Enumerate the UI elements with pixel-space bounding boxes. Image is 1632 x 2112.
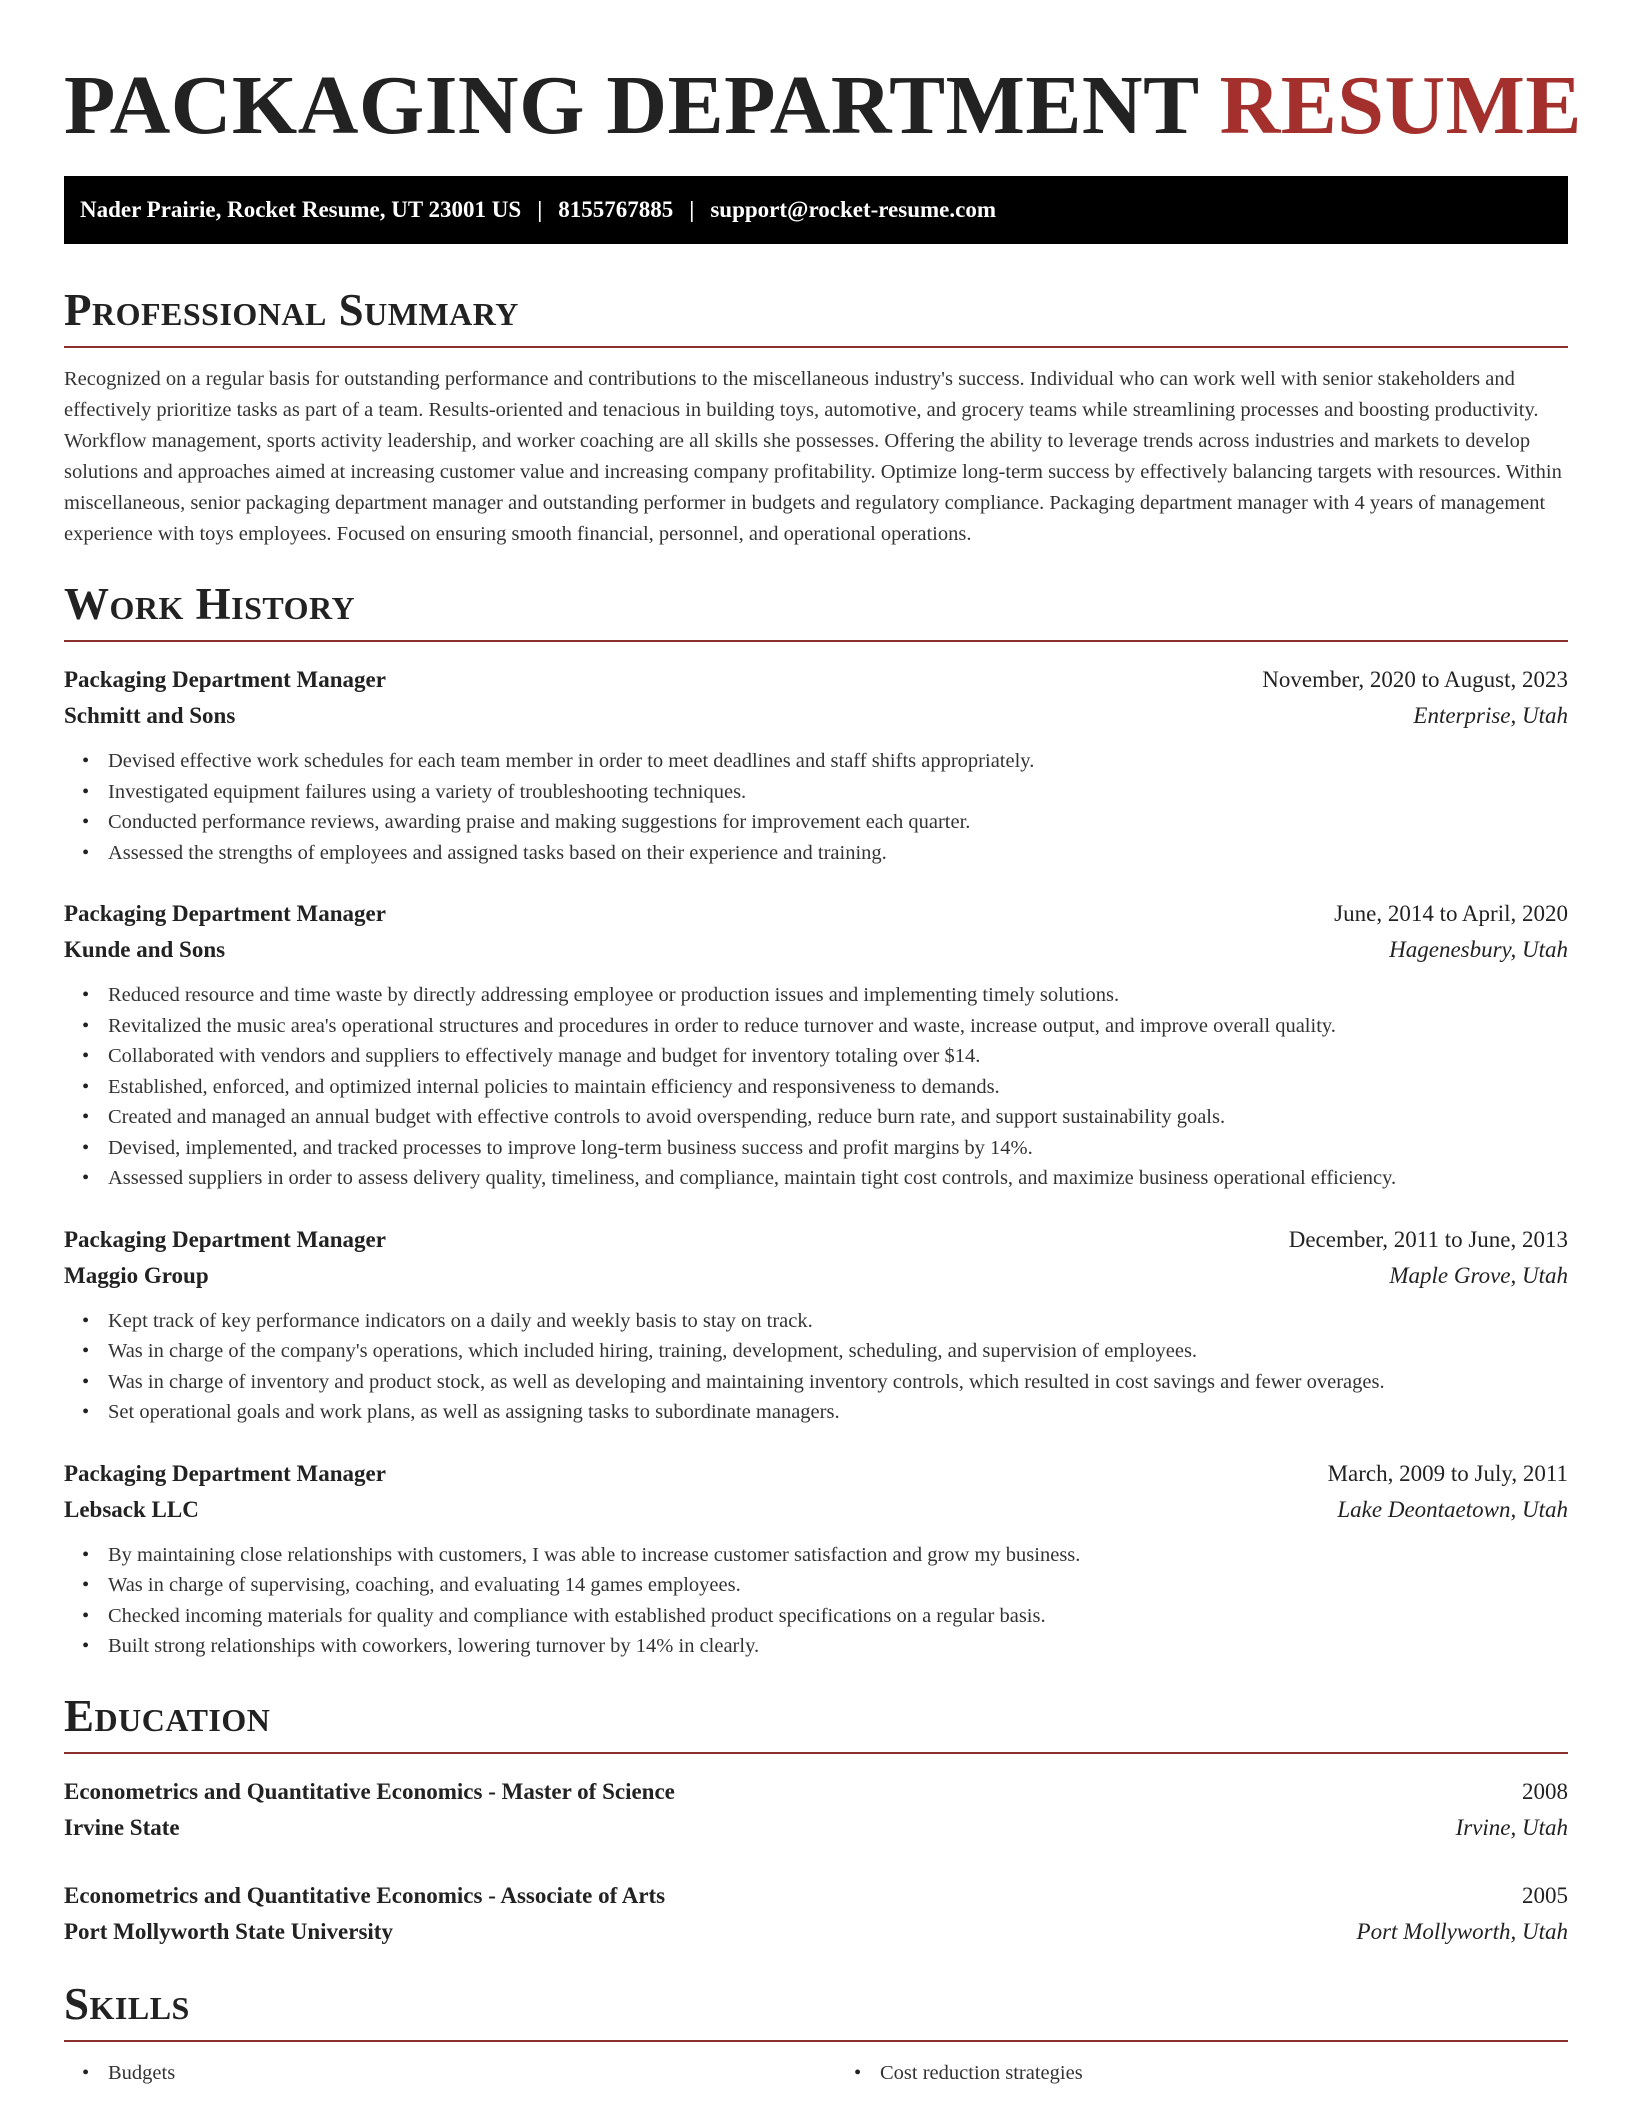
- contact-bar: [64, 176, 1568, 244]
- job-company: Schmitt and Sons: [64, 703, 236, 728]
- job-bullets: [64, 1540, 1568, 1662]
- graduation-year: 2005: [1522, 1882, 1568, 1908]
- job-dates: March, 2009 to July, 2011: [1327, 1460, 1568, 1486]
- degree: Econometrics and Quantitative Economics - Master of Science: [64, 1778, 675, 1804]
- list-item: • Reduced resource and time waste by directly addressing employee or production issues and implementing timely solutions.: [108, 980, 1568, 1011]
- list-item: • Established, enforced, and optimized internal policies to maintain efficiency and responsiveness to demands.: [108, 1072, 1568, 1103]
- list-item: • Was in charge of supervising, coaching, and evaluating 14 games employees.: [108, 1570, 1568, 1601]
- contact-separator: |: [537, 197, 543, 222]
- job-bullets: [64, 1306, 1568, 1428]
- section-divider: [64, 1752, 1568, 1754]
- section-heading-skills: Skills: [64, 1978, 190, 2029]
- section-divider: [64, 640, 1568, 642]
- skills-grid: [64, 2058, 1568, 2089]
- contact-address: Nader Prairie, Rocket Resume, UT 23001 US: [80, 197, 522, 222]
- job-dates: December, 2011 to June, 2013: [1288, 1226, 1568, 1252]
- job-company: Kunde and Sons: [64, 937, 226, 962]
- job-title: Packaging Department Manager: [64, 667, 386, 692]
- job-bullets: [64, 980, 1568, 1194]
- job-location: Hagenesbury, Utah: [1389, 937, 1568, 962]
- job-entry: [64, 1456, 1568, 1662]
- job-title: Packaging Department Manager: [64, 901, 386, 926]
- education-section: [64, 1690, 1568, 1950]
- education-entry: [64, 1878, 1568, 1950]
- section-heading-summary: Professional Summary: [64, 285, 519, 335]
- school-location: Port Mollyworth, Utah: [1356, 1918, 1568, 1944]
- job-title: Packaging Department Manager: [64, 1460, 386, 1486]
- list-item: • Assessed suppliers in order to assess delivery quality, timeliness, and compliance, maintain tight cost controls, and maximize business operational efficiency.: [108, 1163, 1568, 1194]
- list-item: • Built strong relationships with coworkers, lowering turnover by 14% in clearly.: [108, 1631, 1568, 1662]
- job-company: Maggio Group: [64, 1262, 209, 1288]
- job-location: Enterprise, Utah: [1413, 703, 1568, 728]
- job-bullets: [64, 746, 1568, 868]
- list-item: • Conducted performance reviews, awarding praise and making suggestions for improvement each quarter.: [108, 807, 1568, 838]
- summary-text: Recognized on a regular basis for outstanding performance and contributions to the miscellaneous industry's success. Individual who can work well with senior stakeholders and effectively prioritize tasks as part of a team. Results-oriented and tenacious in building toys, automotive, and grocery teams while streamlining processes and boosting productivity. Workflow management, sports activity leadership, and worker coaching are all skills she possesses. Offering the ability to leverage trends across industries and markets to develop solutions and approaches aimed at increasing customer value and increasing company profitability. Optimize long-term success by effectively balancing targets with resources. Within miscellaneous, senior packaging department manager and outstanding performer in budgets and regulatory compliance. Packaging department manager with 4 years of management experience with toys employees. Focused on ensuring smooth financial, personnel, and operational operations.: [64, 368, 1562, 545]
- degree: Econometrics and Quantitative Economics - Associate of Arts: [64, 1882, 666, 1908]
- title-main: PACKAGING DEPARTMENT: [64, 59, 1199, 152]
- skill-item: • Cost reduction strategies: [880, 2058, 1568, 2089]
- job-location: Maple Grove, Utah: [1389, 1262, 1568, 1288]
- school-name: Irvine State: [64, 1814, 180, 1840]
- list-item: • By maintaining close relationships with customers, I was able to increase customer satisfaction and grow my business.: [108, 1540, 1568, 1571]
- school-location: Irvine, Utah: [1455, 1814, 1568, 1840]
- skills-section: [64, 1978, 1568, 2089]
- resume-title: [64, 58, 1582, 154]
- skills-column-left: [64, 2058, 796, 2089]
- section-heading-work: Work History: [64, 579, 356, 629]
- job-entry: [64, 662, 1568, 868]
- list-item: • Kept track of key performance indicators on a daily and weekly basis to stay on track.: [108, 1306, 1568, 1337]
- title-accent: RESUME: [1219, 59, 1582, 152]
- graduation-year: 2008: [1522, 1778, 1568, 1804]
- skill-item: • Budgets: [108, 2058, 796, 2089]
- summary-section: [64, 284, 1568, 550]
- list-item: • Revitalized the music area's operational structures and procedures in order to reduce turnover and waste, increase output, and improve overall quality.: [108, 1011, 1568, 1042]
- list-item: • Investigated equipment failures using a variety of troubleshooting techniques.: [108, 777, 1568, 808]
- list-item: • Was in charge of the company's operations, which included hiring, training, development, scheduling, and supervision of employees.: [108, 1336, 1568, 1367]
- list-item: • Checked incoming materials for quality and compliance with established product specifications on a regular basis.: [108, 1601, 1568, 1632]
- job-location: Lake Deontaetown, Utah: [1337, 1496, 1568, 1522]
- skills-column-right: [836, 2058, 1568, 2089]
- contact-phone: 8155767885: [558, 197, 674, 222]
- education-entry: [64, 1774, 1568, 1846]
- list-item: • Created and managed an annual budget with effective controls to avoid overspending, reduce burn rate, and support sustainability goals.: [108, 1102, 1568, 1133]
- list-item: • Set operational goals and work plans, as well as assigning tasks to subordinate managers.: [108, 1397, 1568, 1428]
- list-item: • Was in charge of inventory and product stock, as well as developing and maintaining inventory controls, which resulted in cost savings and fewer overages.: [108, 1367, 1568, 1398]
- section-divider: [64, 2040, 1568, 2042]
- work-history-section: [64, 578, 1568, 1662]
- job-dates: November, 2020 to August, 2023: [1262, 667, 1568, 692]
- job-title: Packaging Department Manager: [64, 1226, 386, 1252]
- job-entry: [64, 896, 1568, 1194]
- list-item: • Collaborated with vendors and suppliers to effectively manage and budget for inventory totaling over $14.: [108, 1041, 1568, 1072]
- contact-separator: |: [689, 197, 695, 222]
- school-name: Port Mollyworth State University: [64, 1918, 393, 1944]
- list-item: • Assessed the strengths of employees and assigned tasks based on their experience and training.: [108, 838, 1568, 869]
- job-dates: June, 2014 to April, 2020: [1334, 901, 1568, 926]
- section-heading-education: Education: [64, 1690, 271, 1741]
- contact-email: support@rocket-resume.com: [710, 197, 996, 222]
- section-divider: [64, 346, 1568, 348]
- list-item: • Devised effective work schedules for each team member in order to meet deadlines and staff shifts appropriately.: [108, 746, 1568, 777]
- job-company: Lebsack LLC: [64, 1496, 199, 1522]
- job-entry: [64, 1222, 1568, 1428]
- list-item: • Devised, implemented, and tracked processes to improve long-term business success and profit margins by 14%.: [108, 1133, 1568, 1164]
